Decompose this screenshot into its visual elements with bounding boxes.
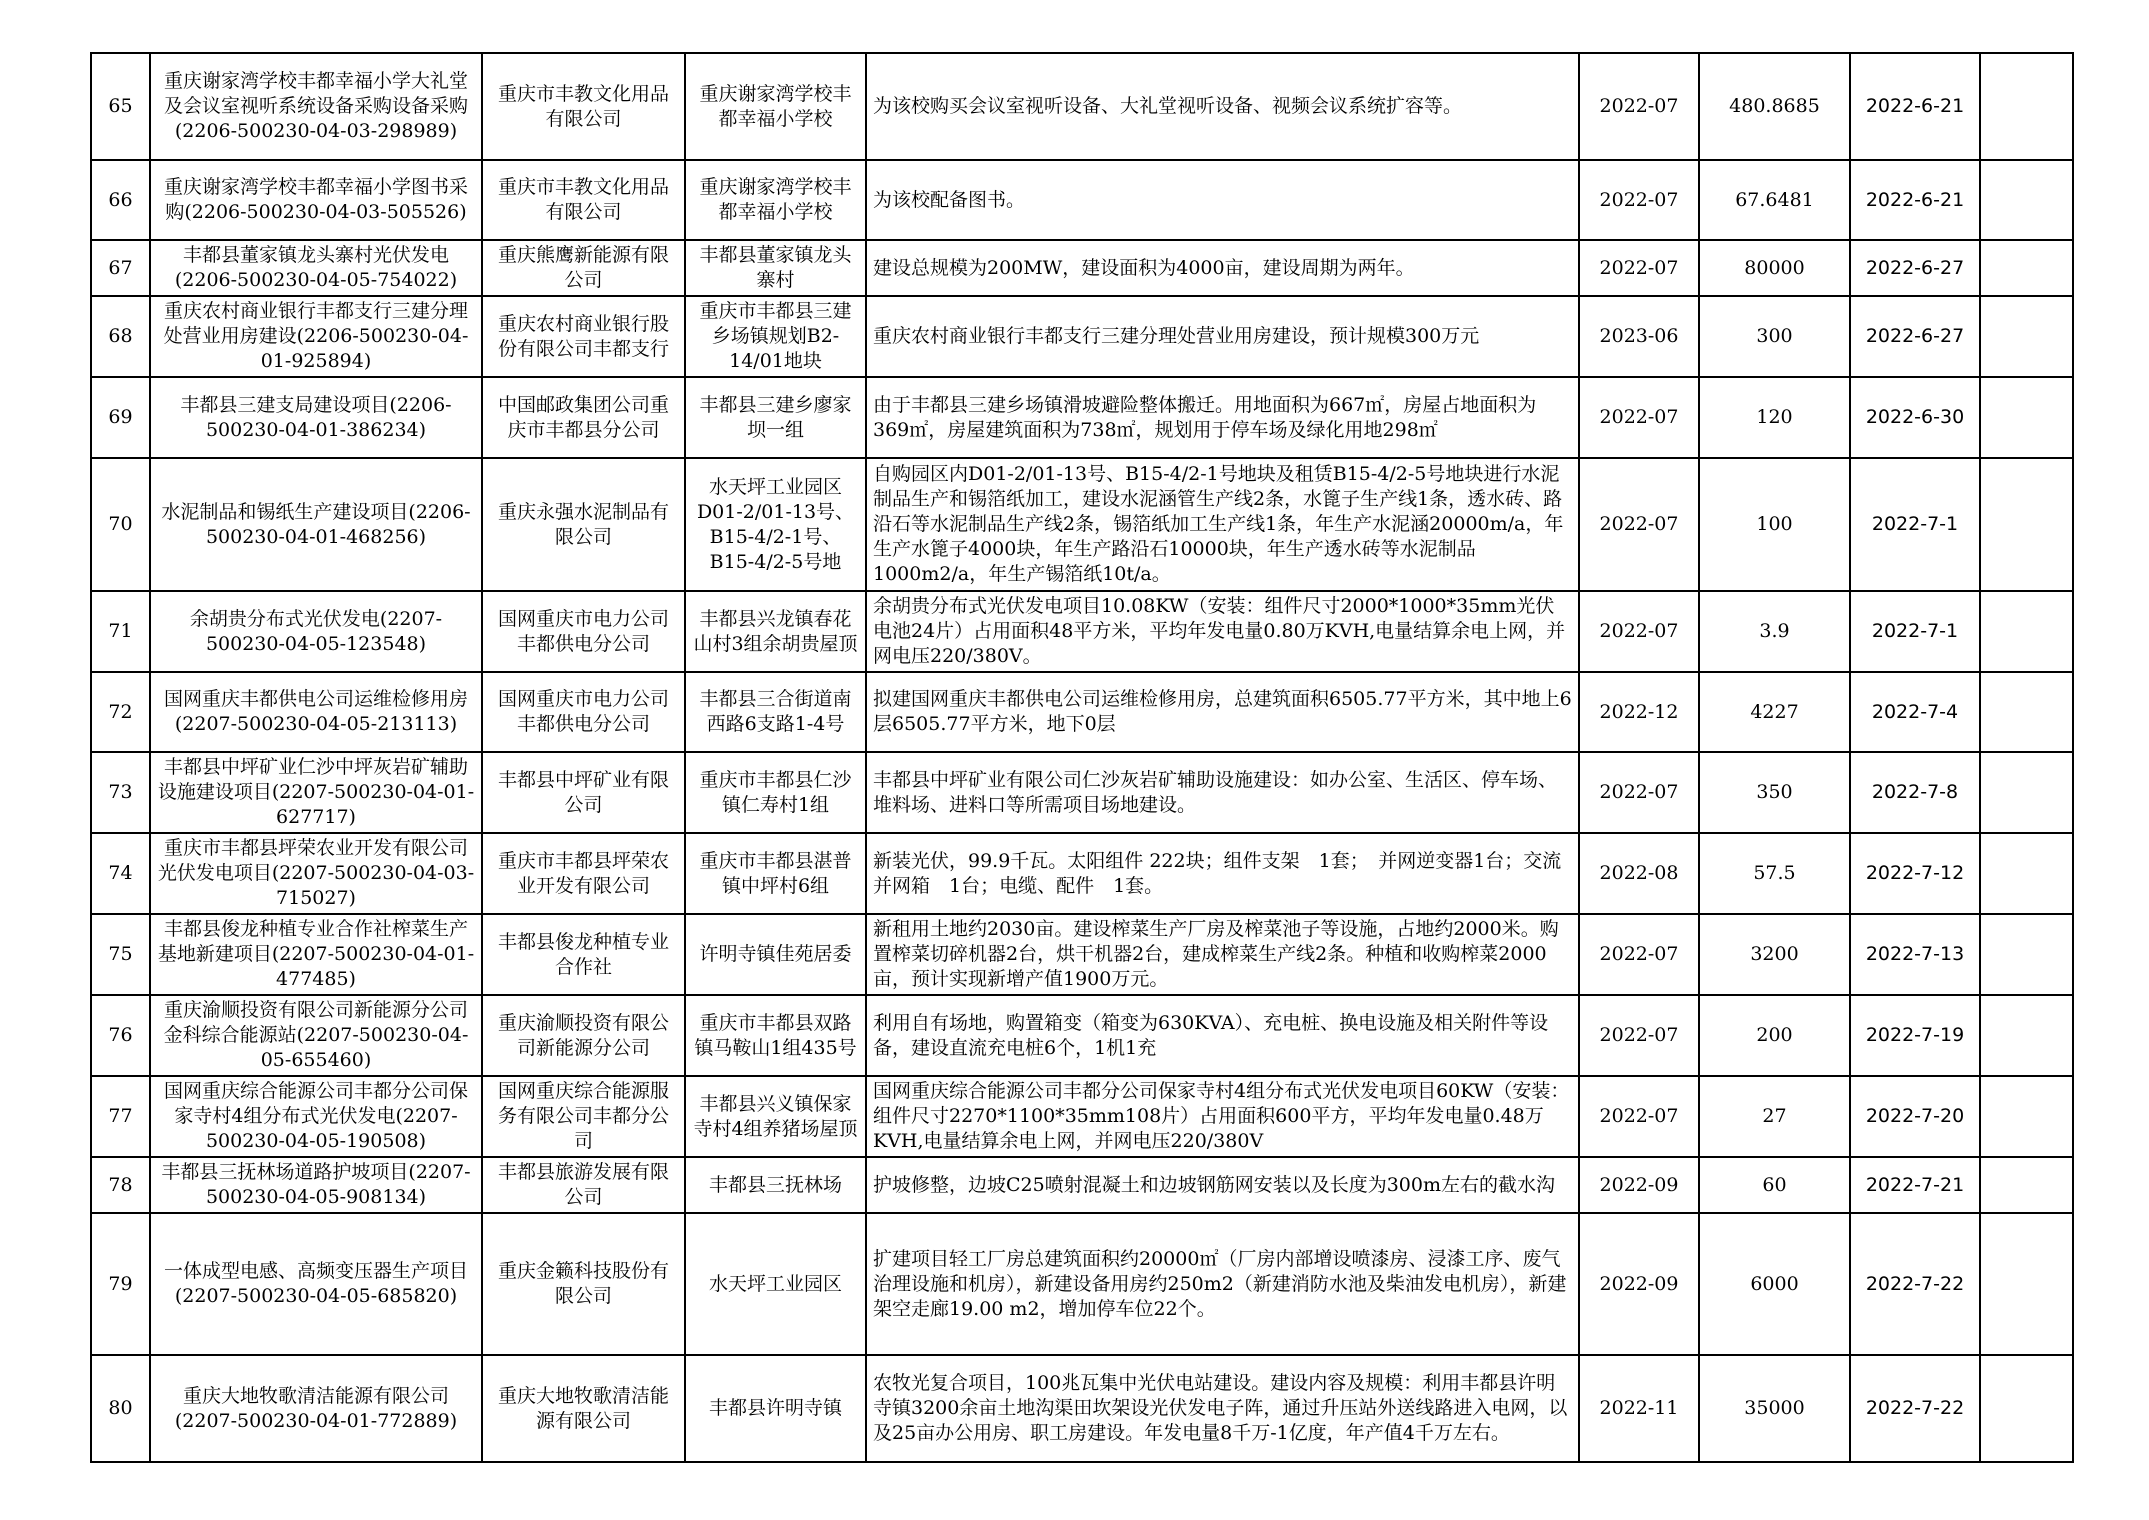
filing-date: 2022-6-27 — [1850, 240, 1980, 296]
project-content: 国网重庆综合能源公司丰都分公司保家寺村4组分布式光伏发电项目60KW（安装：组件尺寸2270*1100*35mm108片）占用面积600平方，平均年发电量0.48万KVH,电量结算余电上网，并网电压220/380V — [866, 1076, 1579, 1157]
row-number: 74 — [91, 833, 150, 914]
project-location: 水天坪工业园区 — [685, 1213, 866, 1355]
investment-amount: 300 — [1699, 296, 1850, 377]
row-number: 66 — [91, 160, 150, 240]
remark — [1980, 1157, 2073, 1213]
filing-date: 2022-7-1 — [1850, 591, 1980, 672]
company-name: 丰都县旅游发展有限公司 — [482, 1157, 685, 1213]
row-number: 67 — [91, 240, 150, 296]
investment-amount: 4227 — [1699, 672, 1850, 752]
project-name: 重庆谢家湾学校丰都幸福小学大礼堂及会议室视听系统设备采购设备采购(2206-500230-04-03-298989) — [150, 53, 482, 160]
start-date: 2022-07 — [1579, 458, 1699, 591]
filing-date: 2022-7-8 — [1850, 752, 1980, 833]
company-name: 重庆熊鹰新能源有限公司 — [482, 240, 685, 296]
remark — [1980, 240, 2073, 296]
row-number: 65 — [91, 53, 150, 160]
filing-date: 2022-6-27 — [1850, 296, 1980, 377]
remark — [1980, 672, 2073, 752]
project-location: 重庆谢家湾学校丰都幸福小学校 — [685, 53, 866, 160]
table-row — [91, 995, 2073, 1076]
project-location: 重庆市丰都县三建乡场镇规划B2-14/01地块 — [685, 296, 866, 377]
filing-date: 2022-6-21 — [1850, 160, 1980, 240]
start-date: 2022-07 — [1579, 160, 1699, 240]
table-row — [91, 1355, 2073, 1462]
investment-amount: 3.9 — [1699, 591, 1850, 672]
company-name: 重庆农村商业银行股份有限公司丰都支行 — [482, 296, 685, 377]
project-table — [90, 52, 2074, 1463]
company-name: 重庆市丰教文化用品有限公司 — [482, 160, 685, 240]
table-row — [91, 1157, 2073, 1213]
project-location: 重庆市丰都县湛普镇中坪村6组 — [685, 833, 866, 914]
start-date: 2022-12 — [1579, 672, 1699, 752]
project-content: 新租用土地约2030亩。建设榨菜生产厂房及榨菜池子等设施，占地约2000米。购置榨菜切碎机器2台，烘干机器2台，建成榨菜生产线2条。种植和收购榨菜2000亩，预计实现新增产值1900万元。 — [866, 914, 1579, 995]
investment-amount: 27 — [1699, 1076, 1850, 1157]
filing-date: 2022-7-22 — [1850, 1213, 1980, 1355]
project-name: 重庆大地牧歌清洁能源有限公司(2207-500230-04-01-772889) — [150, 1355, 482, 1462]
remark — [1980, 833, 2073, 914]
filing-date: 2022-6-30 — [1850, 377, 1980, 458]
project-name: 丰都县三抚林场道路护坡项目(2207-500230-04-05-908134) — [150, 1157, 482, 1213]
row-number: 71 — [91, 591, 150, 672]
company-name: 重庆市丰都县坪荣农业开发有限公司 — [482, 833, 685, 914]
start-date: 2022-07 — [1579, 377, 1699, 458]
investment-amount: 6000 — [1699, 1213, 1850, 1355]
table-row — [91, 377, 2073, 458]
investment-amount: 200 — [1699, 995, 1850, 1076]
filing-date: 2022-7-19 — [1850, 995, 1980, 1076]
project-name: 重庆农村商业银行丰都支行三建分理处营业用房建设(2206-500230-04-01-925894) — [150, 296, 482, 377]
remark — [1980, 458, 2073, 591]
project-name: 一体成型电感、高频变压器生产项目(2207-500230-04-05-685820) — [150, 1213, 482, 1355]
table-row — [91, 1213, 2073, 1355]
row-number: 68 — [91, 296, 150, 377]
project-content: 自购园区内D01-2/01-13号、B15-4/2-1号地块及租赁B15-4/2-5号地块进行水泥制品生产和锡箔纸加工，建设水泥涵管生产线2条，水篦子生产线1条，透水砖、路沿石等水泥制品生产线2条，锡箔纸加工生产线1条，年生产水泥涵20000m/a，年生产水篦子4000块，年生产路沿石10000块，年生产透水砖等水泥制品1000m2/a，年生产锡箔纸10t/a。 — [866, 458, 1579, 591]
remark — [1980, 1355, 2073, 1462]
start-date: 2022-07 — [1579, 995, 1699, 1076]
project-location: 许明寺镇佳苑居委 — [685, 914, 866, 995]
remark — [1980, 1076, 2073, 1157]
investment-amount: 80000 — [1699, 240, 1850, 296]
company-name: 重庆金籁科技股份有限公司 — [482, 1213, 685, 1355]
filing-date: 2022-7-20 — [1850, 1076, 1980, 1157]
row-number: 75 — [91, 914, 150, 995]
company-name: 丰都县中坪矿业有限公司 — [482, 752, 685, 833]
remark — [1980, 995, 2073, 1076]
company-name: 重庆大地牧歌清洁能源有限公司 — [482, 1355, 685, 1462]
company-name: 重庆市丰教文化用品有限公司 — [482, 53, 685, 160]
row-number: 76 — [91, 995, 150, 1076]
project-name: 水泥制品和锡纸生产建设项目(2206-500230-04-01-468256) — [150, 458, 482, 591]
project-name: 国网重庆综合能源公司丰都分公司保家寺村4组分布式光伏发电(2207-500230-04-05-190508) — [150, 1076, 482, 1157]
table-row — [91, 752, 2073, 833]
row-number: 69 — [91, 377, 150, 458]
project-location: 丰都县兴龙镇春花山村3组余胡贵屋顶 — [685, 591, 866, 672]
filing-date: 2022-7-4 — [1850, 672, 1980, 752]
table-row — [91, 833, 2073, 914]
project-name: 国网重庆丰都供电公司运维检修用房(2207-500230-04-05-213113) — [150, 672, 482, 752]
investment-amount: 480.8685 — [1699, 53, 1850, 160]
project-content: 扩建项目轻工厂房总建筑面积约20000㎡（厂房内部增设喷漆房、浸漆工序、废气治理设施和机房），新建设备用房约250m2（新建消防水池及柴油发电机房），新建架空走廊19.00 m2，增加停车位22个。 — [866, 1213, 1579, 1355]
project-location: 丰都县许明寺镇 — [685, 1355, 866, 1462]
project-location: 水天坪工业园区D01-2/01-13号、B15-4/2-1号、B15-4/2-5号地 — [685, 458, 866, 591]
start-date: 2022-07 — [1579, 1076, 1699, 1157]
investment-amount: 60 — [1699, 1157, 1850, 1213]
company-name: 中国邮政集团公司重庆市丰都县分公司 — [482, 377, 685, 458]
project-location: 重庆谢家湾学校丰都幸福小学校 — [685, 160, 866, 240]
filing-date: 2022-7-1 — [1850, 458, 1980, 591]
start-date: 2022-07 — [1579, 914, 1699, 995]
start-date: 2022-07 — [1579, 53, 1699, 160]
table-row — [91, 458, 2073, 591]
table-row — [91, 914, 2073, 995]
investment-amount: 350 — [1699, 752, 1850, 833]
project-location: 丰都县三建乡廖家坝一组 — [685, 377, 866, 458]
remark — [1980, 160, 2073, 240]
row-number: 70 — [91, 458, 150, 591]
project-content: 利用自有场地，购置箱变（箱变为630KVA）、充电桩、换电设施及相关附件等设备，建设直流充电桩6个，1机1充 — [866, 995, 1579, 1076]
company-name: 丰都县俊龙种植专业合作社 — [482, 914, 685, 995]
company-name: 国网重庆市电力公司丰都供电分公司 — [482, 672, 685, 752]
remark — [1980, 1213, 2073, 1355]
filing-date: 2022-7-22 — [1850, 1355, 1980, 1462]
remark — [1980, 914, 2073, 995]
remark — [1980, 296, 2073, 377]
investment-amount: 120 — [1699, 377, 1850, 458]
row-number: 78 — [91, 1157, 150, 1213]
filing-date: 2022-7-21 — [1850, 1157, 1980, 1213]
start-date: 2022-07 — [1579, 240, 1699, 296]
investment-amount: 100 — [1699, 458, 1850, 591]
table-body — [91, 53, 2073, 1462]
project-name: 重庆市丰都县坪荣农业开发有限公司光伏发电项目(2207-500230-04-03-715027) — [150, 833, 482, 914]
project-name: 丰都县董家镇龙头寨村光伏发电(2206-500230-04-05-754022) — [150, 240, 482, 296]
filing-date: 2022-7-12 — [1850, 833, 1980, 914]
company-name: 重庆永强水泥制品有限公司 — [482, 458, 685, 591]
project-location: 丰都县董家镇龙头寨村 — [685, 240, 866, 296]
project-location: 重庆市丰都县仁沙镇仁寿村1组 — [685, 752, 866, 833]
start-date: 2022-09 — [1579, 1157, 1699, 1213]
start-date: 2022-07 — [1579, 591, 1699, 672]
project-location: 丰都县兴义镇保家寺村4组养猪场屋顶 — [685, 1076, 866, 1157]
project-name: 余胡贵分布式光伏发电(2207-500230-04-05-123548) — [150, 591, 482, 672]
table-row — [91, 1076, 2073, 1157]
start-date: 2022-11 — [1579, 1355, 1699, 1462]
remark — [1980, 53, 2073, 160]
table-row — [91, 672, 2073, 752]
project-content: 丰都县中坪矿业有限公司仁沙灰岩矿辅助设施建设：如办公室、生活区、停车场、堆料场、进料口等所需项目场地建设。 — [866, 752, 1579, 833]
project-content: 拟建国网重庆丰都供电公司运维检修用房，总建筑面积6505.77平方米，其中地上6层6505.77平方米，地下0层 — [866, 672, 1579, 752]
project-content: 护坡修整，边坡C25喷射混凝土和边坡钢筋网安装以及长度为300m左右的截水沟 — [866, 1157, 1579, 1213]
table-row — [91, 53, 2073, 160]
start-date: 2022-09 — [1579, 1213, 1699, 1355]
row-number: 77 — [91, 1076, 150, 1157]
table-row — [91, 160, 2073, 240]
investment-amount: 35000 — [1699, 1355, 1850, 1462]
start-date: 2022-08 — [1579, 833, 1699, 914]
remark — [1980, 752, 2073, 833]
filing-date: 2022-7-13 — [1850, 914, 1980, 995]
row-number: 80 — [91, 1355, 150, 1462]
start-date: 2022-07 — [1579, 752, 1699, 833]
project-name: 丰都县中坪矿业仁沙中坪灰岩矿辅助设施建设项目(2207-500230-04-01-627717) — [150, 752, 482, 833]
project-name: 重庆谢家湾学校丰都幸福小学图书采购(2206-500230-04-03-505526) — [150, 160, 482, 240]
investment-amount: 67.6481 — [1699, 160, 1850, 240]
project-content: 由于丰都县三建乡场镇滑坡避险整体搬迁。用地面积为667㎡，房屋占地面积为369㎡，房屋建筑面积为738㎡，规划用于停车场及绿化用地298㎡ — [866, 377, 1579, 458]
filing-date: 2022-6-21 — [1850, 53, 1980, 160]
row-number: 73 — [91, 752, 150, 833]
row-number: 72 — [91, 672, 150, 752]
remark — [1980, 377, 2073, 458]
table-row — [91, 296, 2073, 377]
project-name: 重庆渝顺投资有限公司新能源分公司金科综合能源站(2207-500230-04-05-655460) — [150, 995, 482, 1076]
row-number: 79 — [91, 1213, 150, 1355]
investment-amount: 3200 — [1699, 914, 1850, 995]
project-location: 丰都县三抚林场 — [685, 1157, 866, 1213]
project-content: 重庆农村商业银行丰都支行三建分理处营业用房建设，预计规模300万元 — [866, 296, 1579, 377]
company-name: 重庆渝顺投资有限公司新能源分公司 — [482, 995, 685, 1076]
table-row — [91, 240, 2073, 296]
project-content: 余胡贵分布式光伏发电项目10.08KW（安装：组件尺寸2000*1000*35mm光伏电池24片）占用面积48平方米，平均年发电量0.80万KVH,电量结算余电上网，并网电压220/380V。 — [866, 591, 1579, 672]
project-name: 丰都县俊龙种植专业合作社榨菜生产基地新建项目(2207-500230-04-01-477485) — [150, 914, 482, 995]
project-location: 重庆市丰都县双路镇马鞍山1组435号 — [685, 995, 866, 1076]
company-name: 国网重庆市电力公司丰都供电分公司 — [482, 591, 685, 672]
project-content: 为该校配备图书。 — [866, 160, 1579, 240]
project-name: 丰都县三建支局建设项目(2206-500230-04-01-386234) — [150, 377, 482, 458]
table-row — [91, 591, 2073, 672]
project-content: 建设总规模为200MW，建设面积为4000亩，建设周期为两年。 — [866, 240, 1579, 296]
project-content: 农牧光复合项目，100兆瓦集中光伏电站建设。建设内容及规模：利用丰都县许明寺镇3200余亩土地沟渠田坎架设光伏发电子阵，通过升压站外送线路进入电网，以及25亩办公用房、职工房建设。年发电量8千万-1亿度，年产值4千万左右。 — [866, 1355, 1579, 1462]
project-content: 为该校购买会议室视听设备、大礼堂视听设备、视频会议系统扩容等。 — [866, 53, 1579, 160]
investment-amount: 57.5 — [1699, 833, 1850, 914]
remark — [1980, 591, 2073, 672]
company-name: 国网重庆综合能源服务有限公司丰都分公司 — [482, 1076, 685, 1157]
project-location: 丰都县三合街道南西路6支路1-4号 — [685, 672, 866, 752]
project-content: 新装光伏，99.9千瓦。太阳组件 222块；组件支架 1套； 并网逆变器1台；交流并网箱 1台；电缆、配件 1套。 — [866, 833, 1579, 914]
start-date: 2023-06 — [1579, 296, 1699, 377]
